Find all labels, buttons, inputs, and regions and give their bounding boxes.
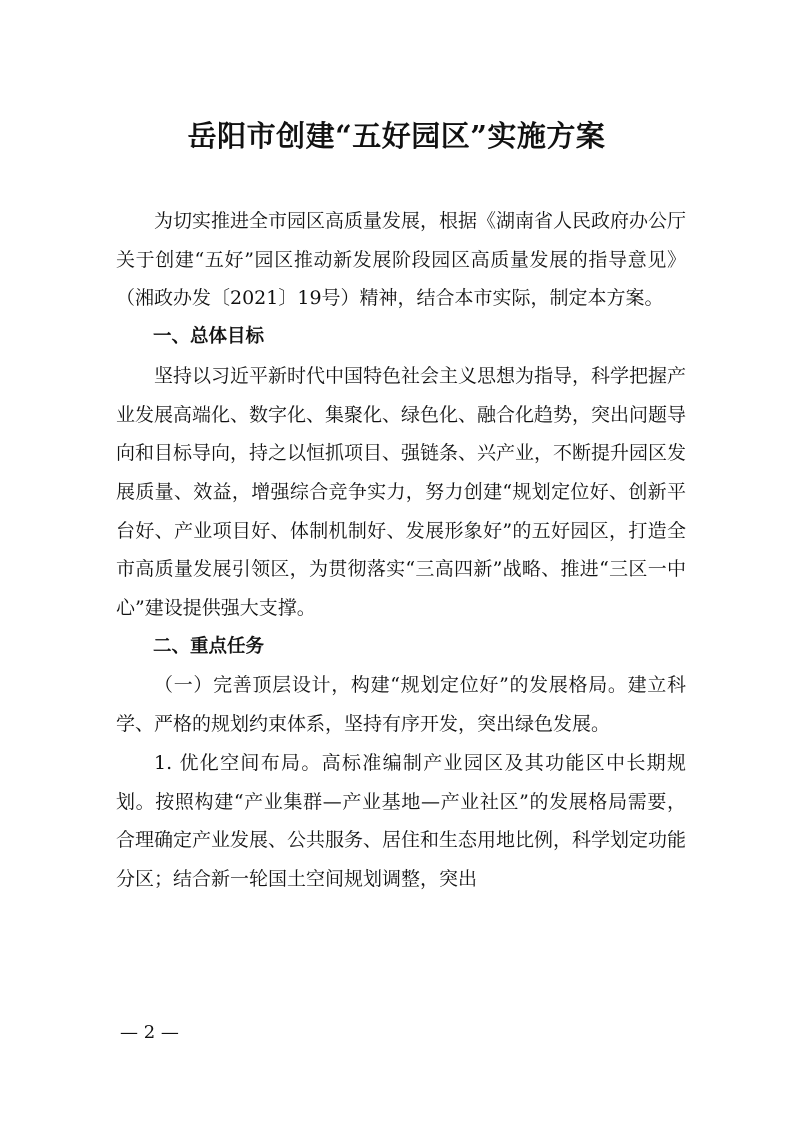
task-1-item-1-paragraph: 1. 优化空间布局。高标准编制产业园区及其功能区中长期规划。按照构建“产业集群—产业基地—产业社区”的发展格局需要，合理确定产业发展、公共服务、居住和生态用地比例，科学划定功能分区；结合新一轮国土空间规划调整，突出 (116, 751, 687, 890)
section-heading-overall-goals: 一、总体目标 (153, 326, 265, 348)
document-body (116, 202, 686, 899)
section-heading-key-tasks: 二、重点任务 (153, 635, 265, 657)
document-title: 岳阳市创建“五好园区”实施方案 (187, 119, 606, 153)
intro-paragraph: 为切实推进全市园区高质量发展，根据《湖南省人民政府办公厅关于创建“五好”园区推动新发展阶段园区高质量发展的指导意见》（湘政办发〔2021〕19号）精神，结合本市实际，制定本方案。 (116, 210, 687, 310)
overall-goals-paragraph: 坚持以习近平新时代中国特色社会主义思想为指导，科学把握产业发展高端化、数字化、集聚化、绿色化、融合化趋势，突出问题导向和目标导向，持之以恒抓项目、强链条、兴产业，不断提升园区发展质量、效益，增强综合竞争实力，努力创建“规划定位好、创新平台好、产业项目好、体制机制好、发展形象好”的五好园区，打造全市高质量发展引领区，为贯彻落实“三高四新”战略、推进“三区一中心”建设提供强大支撑。 (116, 364, 687, 620)
page-number: — 2 — (120, 1022, 179, 1043)
task-1-paragraph: （一）完善顶层设计，构建“规划定位好”的发展格局。建立科学、严格的规划约束体系，坚持有序开发，突出绿色发展。 (116, 674, 686, 736)
